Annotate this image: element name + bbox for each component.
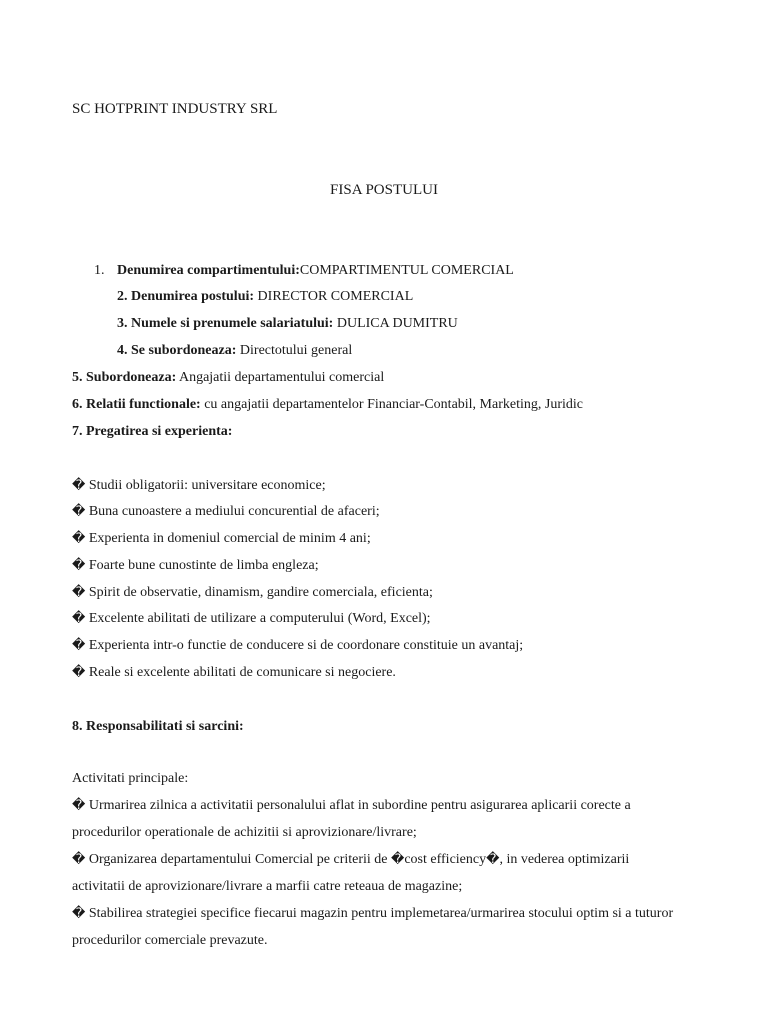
responsibilities-heading: 8. Responsabilitati si sarcini:	[72, 719, 244, 734]
list-item: � Reale si excelente abilitati de comunicare si negociere.	[72, 665, 396, 680]
field-value: cu angajatii departamentelor Financiar-Contabil, Marketing, Juridic	[200, 397, 583, 412]
replacement-glyph-icon: �	[72, 531, 86, 546]
field-label: Denumirea compartimentului:	[117, 263, 300, 278]
replacement-glyph-icon: �	[72, 665, 86, 680]
replacement-glyph-icon: �	[72, 478, 86, 493]
field-value: DIRECTOR COMERCIAL	[254, 289, 414, 304]
field-position	[117, 288, 413, 306]
company-name: SC HOTPRINT INDUSTRY SRL	[72, 101, 278, 117]
list-item: � Urmarirea zilnica a activitatii personalului aflat in subordine pentru asigurarea aplicarii corecte a procedurilor operationale de achizitii si aprovizionare/livrare;	[72, 798, 631, 840]
list-item: � Experienta intr-o functie de conducere si de coordonare constituie un avantaj;	[72, 638, 524, 653]
field-reports-to	[117, 342, 352, 360]
replacement-glyph-icon: �	[72, 585, 86, 600]
field-label: 2. Denumirea postului:	[117, 289, 255, 304]
field-value: COMPARTIMENTUL COMERCIAL	[299, 263, 514, 278]
field-value: Directotului general	[236, 343, 353, 358]
list-item: � Experienta in domeniul comercial de minim 4 ani;	[72, 531, 371, 546]
field-number: 1.	[94, 263, 105, 278]
list-item: � Stabilirea strategiei specifice fiecarui magazin pentru implemetarea/urmarirea stocului optim si a tuturor procedurilor comerciale prevazute.	[72, 906, 674, 948]
field-label: 5. Subordoneaza:	[72, 370, 177, 385]
list-item: � Organizarea departamentului Comercial pe criterii de �cost efficiency�, in vederea optimizarii activitatii de aprovizionare/livrare a marfii catre reteaua de magazine;	[72, 852, 630, 894]
replacement-glyph-icon: �	[486, 852, 500, 867]
list-item: � Excelente abilitati de utilizare a computerului (Word, Excel);	[72, 611, 431, 626]
replacement-glyph-icon: �	[72, 638, 86, 653]
list-item: � Spirit de observatie, dinamism, gandire comerciala, eficienta;	[72, 585, 433, 600]
field-subordinates	[72, 369, 384, 387]
field-label: 4. Se subordoneaza:	[117, 343, 237, 358]
list-item: � Foarte bune cunostinte de limba engleza;	[72, 558, 319, 573]
field-value: DULICA DUMITRU	[333, 316, 458, 331]
replacement-glyph-icon: �	[72, 906, 86, 921]
field-employee-name	[117, 315, 458, 333]
field-relations	[72, 396, 583, 414]
field-label: 7. Pregatirea si experienta:	[72, 424, 233, 439]
replacement-glyph-icon: �	[391, 852, 405, 867]
replacement-glyph-icon: �	[72, 798, 86, 813]
list-item: � Studii obligatorii: universitare economice;	[72, 478, 326, 493]
field-value: Angajatii departamentului comercial	[176, 370, 385, 385]
field-department	[94, 262, 514, 280]
list-item: � Buna cunoastere a mediului concurential de afaceri;	[72, 504, 380, 519]
main-activities-subheading: Activitati principale:	[72, 771, 189, 786]
replacement-glyph-icon: �	[72, 611, 86, 626]
field-label: 3. Numele si prenumele salariatului:	[117, 316, 334, 331]
replacement-glyph-icon: �	[72, 558, 86, 573]
field-label: 6. Relatii functionale:	[72, 397, 201, 412]
field-qualifications-heading	[72, 423, 232, 441]
document-title: FISA POSTULUI	[330, 182, 438, 198]
replacement-glyph-icon: �	[72, 504, 86, 519]
replacement-glyph-icon: �	[72, 852, 86, 867]
